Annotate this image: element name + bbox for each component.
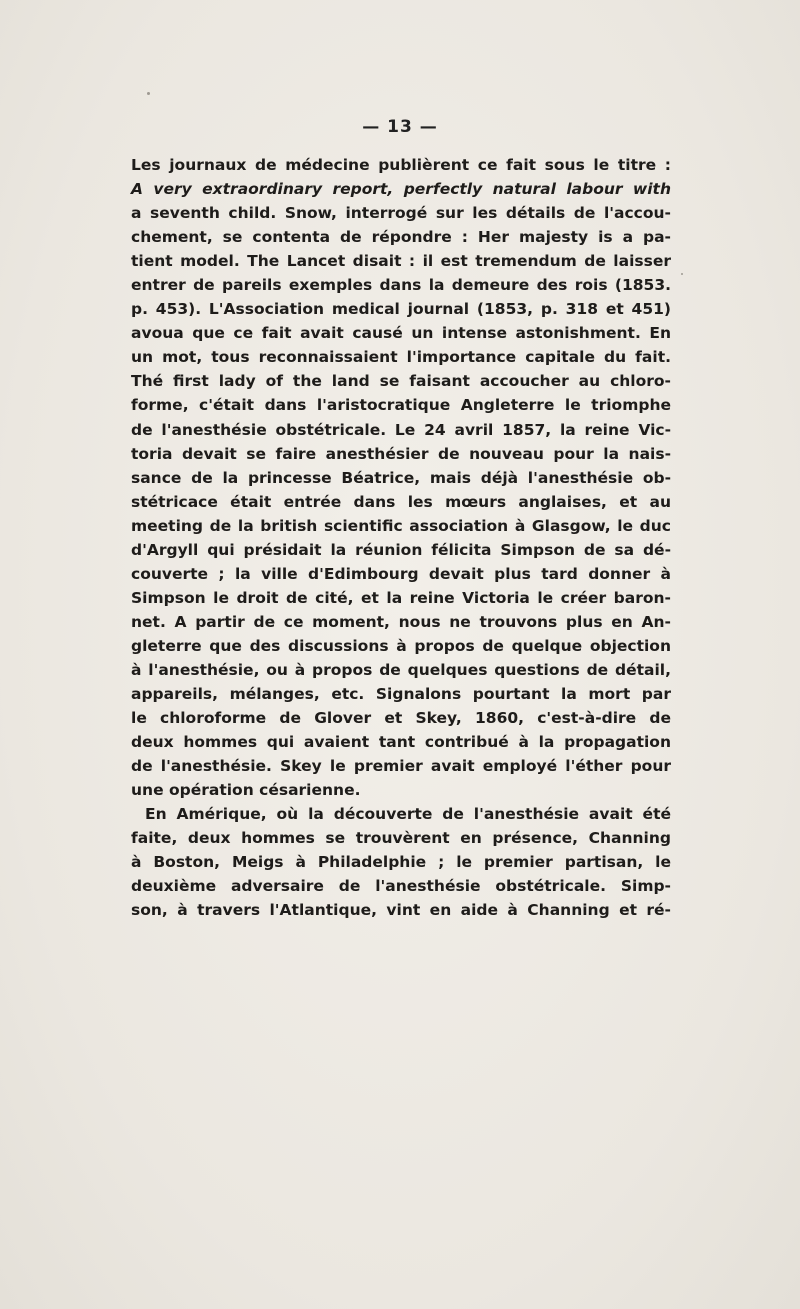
text-line: Simpson le droit de cité, et la reine Victoria le créer baron- (131, 588, 671, 607)
text-line: p. 453). L'Association medical journal (1853, p. 318 et 451) (131, 300, 671, 319)
text-line: à l'anesthésie, ou à propos de quelques questions de détail, (131, 660, 671, 679)
text-line: En Amérique, où la découverte de l'anesthésie avait été (145, 805, 671, 824)
text-line: gleterre que des discussions à propos de quelque objection (131, 636, 671, 655)
text-line: sance de la princesse Béatrice, mais déjà l'anesthésie ob- (131, 468, 671, 487)
paper-speck (681, 273, 683, 275)
text-line: Thé first lady of the land se faisant accoucher au chloro- (131, 372, 671, 391)
text-line: appareils, mélanges, etc. Signalons pourtant la mort par (131, 685, 671, 704)
text-line: un mot, tous reconnaissaient l'importance capitale du fait. (131, 348, 671, 367)
text-line: meeting de la british scientific association à Glasgow, le duc (131, 516, 671, 535)
text-line: avoua que ce fait avait causé un intense astonishment. En (131, 324, 671, 343)
text-line: couverte ; la ville d'Edimbourg devait plus tard donner à (131, 564, 671, 583)
text-line: chement, se contenta de répondre : Her majesty is a pa- (131, 228, 671, 247)
text-line: faite, deux hommes se trouvèrent en présence, Channing (131, 829, 671, 848)
text-line: à Boston, Meigs à Philadelphie ; le premier partisan, le (131, 853, 671, 872)
text-line: de l'anesthésie obstétricale. Le 24 avril 1857, la reine Vic- (131, 420, 671, 439)
paper-speck (147, 92, 150, 95)
text-line: son, à travers l'Atlantique, vint en aide à Channing et ré- (131, 901, 671, 920)
text-line: le chloroforme de Glover et Skey, 1860, c'est-à-dire de (131, 709, 671, 728)
text-line: toria devait se faire anesthésier de nouveau pour la nais- (131, 444, 671, 463)
text-line: tient model. The Lancet disait : il est tremendum de laisser (131, 252, 671, 271)
text-line: d'Argyll qui présidait la réunion félicita Simpson de sa dé- (131, 540, 671, 559)
text-line: forme, c'était dans l'aristocratique Angleterre le triomphe (131, 396, 671, 415)
text-line: une opération césarienne. (131, 781, 361, 800)
text-line: Les journaux de médecine publièrent ce fait sous le titre : (131, 156, 671, 174)
text-line: deuxième adversaire de l'anesthésie obstétricale. Simp- (131, 877, 671, 896)
text-line: A very extraordinary report, perfectly natural labour with (131, 180, 671, 199)
text-line: a seventh child. Snow, interrogé sur les détails de l'accou- (131, 204, 671, 223)
text-line: entrer de pareils exemples dans la demeure des rois (1853. (131, 276, 671, 295)
text-line: deux hommes qui avaient tant contribué à la propagation (131, 733, 671, 752)
text-line: net. A partir de ce moment, nous ne trouvons plus en An- (131, 612, 671, 631)
text-line: stétricace était entrée dans les mœurs anglaises, et au (131, 492, 671, 511)
body-text (131, 153, 671, 923)
text-line: de l'anesthésie. Skey le premier avait employé l'éther pour (131, 757, 671, 776)
page-number: — 13 — (362, 117, 438, 137)
